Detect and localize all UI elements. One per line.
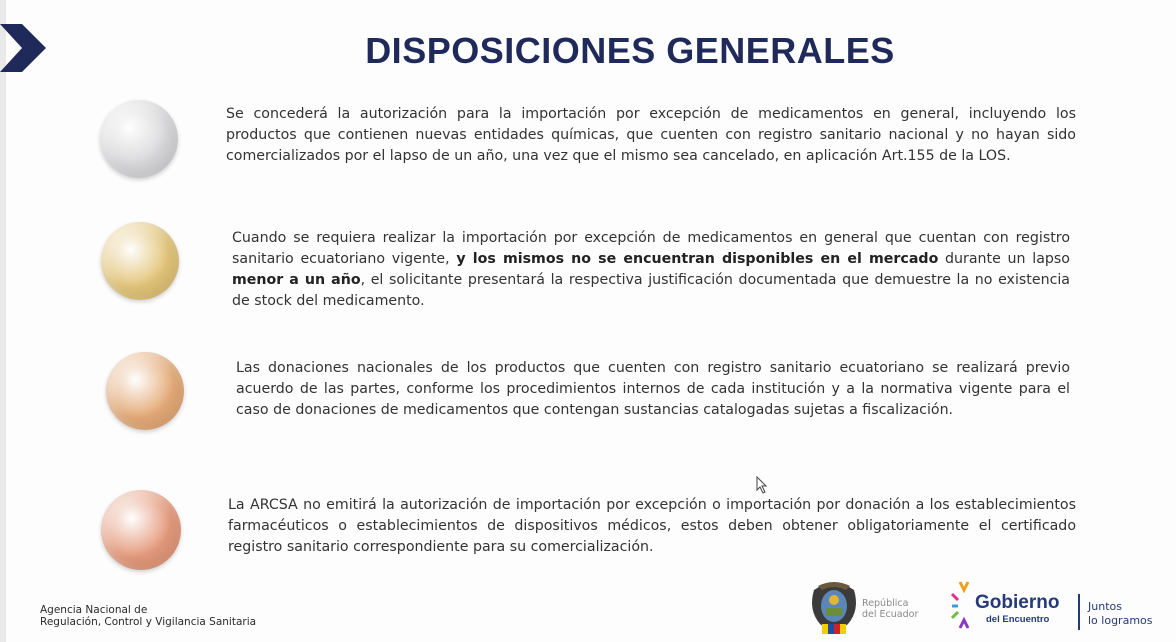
paragraph	[228, 495, 1076, 558]
slide-title: DISPOSICIONES GENERALES	[365, 30, 895, 71]
paragraph	[226, 104, 1076, 167]
paragraph-text: La ARCSA no emitirá la autorización de importación por excepción o importación por donación a los establecimientos farmacéuticos o establecimientos de dispositivos médicos, estos deben obtener obligatoriamente el certificado registro sanitario correspondiente para su comercialización.	[228, 497, 1076, 555]
paragraph-text: Se concederá la autorización para la importación por excepción de medicamentos en general, incluyendo los productos que contienen nuevas entidades químicas, que cuenten con registro sanitario nacional y no hayan sido comercializados por el lapso de un año, una vez que el mismo sea cancelado, en aplicación Art.155 de la LOS.	[226, 106, 1076, 164]
chevron-right-icon[interactable]	[0, 22, 48, 74]
paragraph-text-bold: menor a un año	[232, 272, 361, 288]
agency-line: Agencia Nacional de	[40, 604, 148, 616]
paragraph	[232, 228, 1070, 312]
logo-divider	[1078, 594, 1080, 630]
bullet-circle	[101, 490, 181, 570]
gobierno-subtitle: del Encuentro	[986, 614, 1050, 625]
republica-line: del Ecuador	[862, 609, 919, 620]
paragraph-text: , el solicitante presentará la respectiva justificación documentada que demuestre la no existencia de stock del medicamento.	[232, 272, 1070, 309]
paragraph-text: durante un lapso	[938, 251, 1070, 267]
juntos-line: lo logramos	[1088, 614, 1153, 627]
ecuador-coat-of-arms-icon	[808, 576, 860, 636]
paragraph-text: Las donaciones nacionales de los productos que cuenten con registro sanitario ecuatoriano se realizará previo acuerdo de las partes, conforme los procedimientos internos de cada institución y a la normativa vigente para el caso de donaciones de medicamentos que contengan sustancias catalogadas sujetas a fiscalización.	[236, 360, 1070, 418]
republica-line: República	[862, 598, 909, 609]
bullet-circle	[101, 222, 179, 300]
agency-name	[40, 604, 256, 628]
footer-logos	[800, 574, 1176, 642]
juntos-slogan	[1088, 600, 1153, 628]
bullet-circle	[106, 352, 184, 430]
republica-text	[862, 598, 918, 620]
gobierno-del-encuentro-logo-icon	[950, 580, 976, 630]
left-edge-bar	[0, 0, 6, 642]
juntos-line: Juntos	[1088, 600, 1122, 613]
paragraph	[236, 358, 1070, 421]
mouse-pointer-icon	[756, 476, 768, 494]
paragraph-text: Cuando se requiera realizar la importación por excepción de medicamentos en general que cuentan con registro sanitario ecuatoriano vigente,	[232, 230, 1070, 267]
gobierno-title: Gobierno	[975, 592, 1060, 613]
paragraph-text-bold: y los mismos no se encuentran disponibles en el mercado	[456, 251, 939, 267]
bullet-circle	[100, 100, 178, 178]
agency-line: Regulación, Control y Vigilancia Sanitaria	[40, 616, 257, 628]
